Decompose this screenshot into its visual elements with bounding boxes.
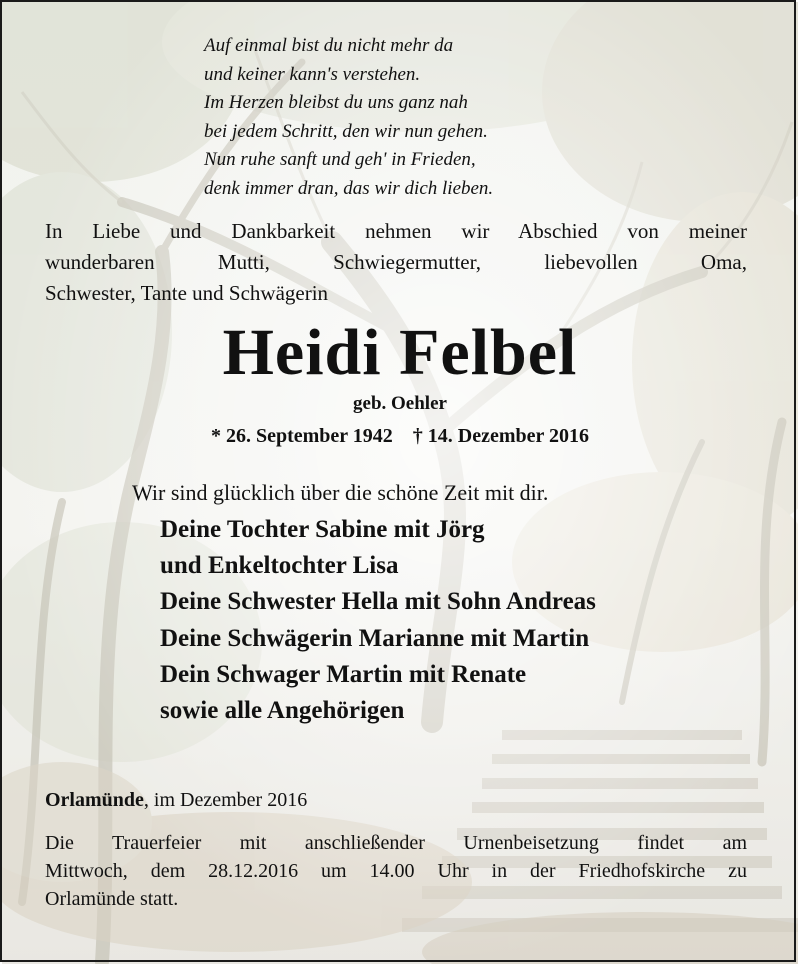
family-member: Deine Tochter Sabine mit Jörg xyxy=(160,516,485,543)
place-and-date xyxy=(45,786,307,814)
poem-line: Im Herzen bleibst du uns ganz nah xyxy=(204,92,468,113)
poem-line: bei jedem Schritt, den wir nun gehen. xyxy=(204,120,488,142)
poem-line: Nun ruhe sanft und geh' in Frieden, xyxy=(204,149,476,170)
family-member: Dein Schwager Martin mit Renate xyxy=(160,660,527,688)
town: Orlamünde xyxy=(45,789,144,811)
intro-line: Schwester, Tante und Schwägerin xyxy=(45,281,329,305)
poem-line: Auf einmal bist du nicht mehr da xyxy=(204,35,454,56)
poem-line: und keiner kann's verstehen. xyxy=(204,63,421,85)
memorial-poem xyxy=(204,32,493,203)
birth-date: * 26. September 1942 xyxy=(210,425,393,447)
intro-line: In Liebe und Dankbarkeit nehmen wir Abschied von meiner xyxy=(45,219,747,243)
deceased-name: Heidi Felbel xyxy=(222,316,578,389)
family-member: und Enkeltochter Lisa xyxy=(160,552,399,580)
service-line: Mittwoch, dem 28.12.2016 um 14.00 Uhr in der Friedhofskirche zu xyxy=(45,860,747,882)
death-date: † 14. Dezember 2016 xyxy=(412,425,590,447)
family-member: sowie alle Angehörigen xyxy=(160,697,405,725)
farewell-intro xyxy=(45,216,747,309)
family-list xyxy=(160,512,596,729)
service-line: Die Trauerfeier mit anschließender Urnenbeisetzung findet am xyxy=(45,832,747,854)
service-line: Orlamünde statt. xyxy=(45,888,179,910)
date-separator xyxy=(393,425,413,447)
poem-line: denk immer dran, das wir dich lieben. xyxy=(204,177,494,199)
family-member: Deine Schwägerin Marianne mit Martin xyxy=(160,624,590,652)
birth-name: geb. Oehler xyxy=(353,393,447,414)
intro-line: wunderbaren Mutti, Schwiegermutter, liebevollen Oma, xyxy=(45,250,747,274)
thanks-line: Wir sind glücklich über die schöne Zeit mit dir. xyxy=(132,480,549,505)
notice-date: , im Dezember 2016 xyxy=(143,789,308,811)
funeral-service-info xyxy=(45,829,747,913)
family-member: Deine Schwester Hella mit Sohn Andreas xyxy=(160,588,596,616)
life-dates xyxy=(0,423,800,449)
